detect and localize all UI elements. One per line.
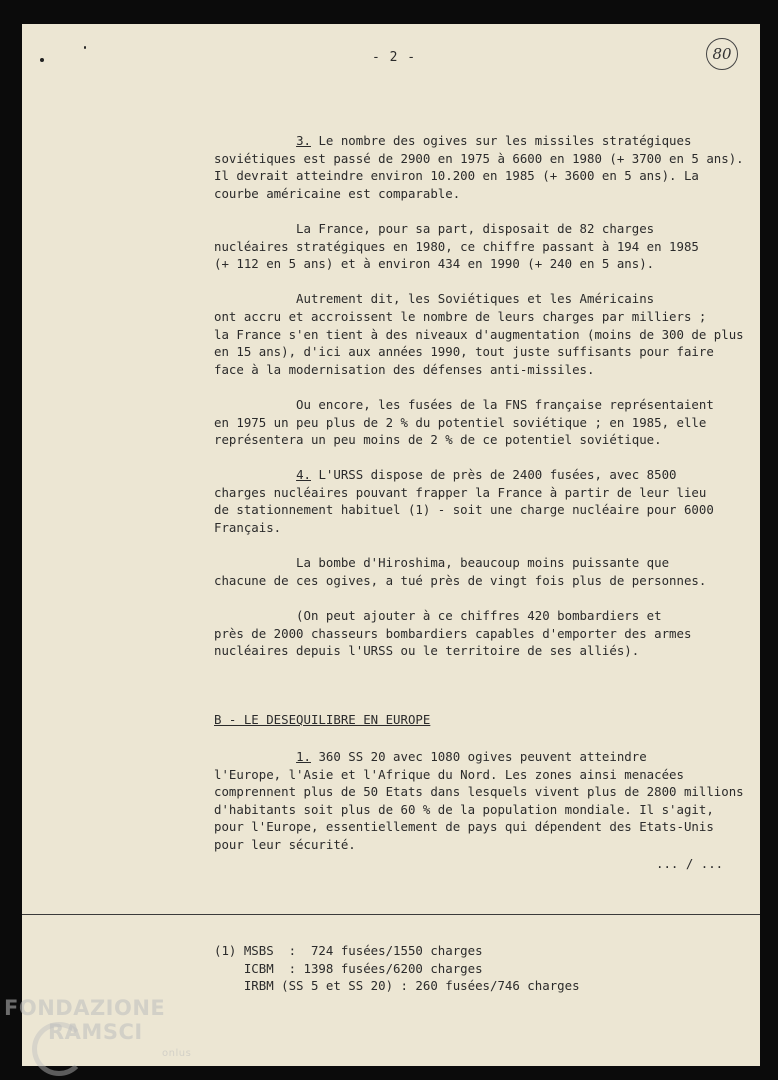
text-line: pour l'Europe, essentiellement de pays qui dépendent des Etats-Unis (214, 819, 714, 835)
footnote-line: IRBM (SS 5 et SS 20) : 260 fusées/746 charges (214, 978, 580, 994)
text-line: ont accru et accroissent le nombre de leurs charges par milliers ; (214, 308, 707, 324)
fondazione-gramsci-watermark (4, 996, 192, 1059)
gramsci-g-logo-icon (32, 1022, 86, 1076)
watermark-line-3: onlus (162, 1048, 192, 1059)
document-page (22, 24, 760, 1066)
section-b-body (214, 748, 760, 854)
section-heading: B - LE DESEQUILIBRE EN EUROPE (214, 712, 431, 727)
ink-speck (84, 46, 86, 49)
paragraph-fns (214, 396, 760, 449)
text-line: en 15 ans), d'ici aux années 1990, tout juste suffisants pour faire (214, 344, 714, 360)
text-line: Français. (214, 520, 282, 536)
paragraph-ogives (214, 132, 760, 202)
footnote (214, 942, 580, 995)
text-line: 1. 360 SS 20 avec 1080 ogives peuvent atteindre (296, 749, 647, 764)
text-line: représentera un peu moins de 2 % de ce potentiel soviétique. (214, 432, 662, 448)
text-line: pour leur sécurité. (214, 836, 356, 852)
watermark-line-1: FONDAZIONE (4, 996, 166, 1020)
text-line: (+ 112 en 5 ans) et à environ 434 en 1990 (+ 240 en 5 ans). (214, 256, 655, 272)
text-line: La bombe d'Hiroshima, beaucoup moins puissante que (214, 555, 670, 571)
text-line: 3. Le nombre des ogives sur les missiles stratégiques (296, 133, 692, 148)
paragraph-ss20 (214, 748, 760, 854)
paragraph-france-charges (214, 220, 760, 273)
text-line: de stationnement habituel (1) - soit une charge nucléaire pour 6000 (214, 502, 714, 518)
text-line: la France s'en tient à des niveaux d'augmentation (moins de 300 de plus (214, 326, 744, 342)
text-line: soviétiques est passé de 2900 en 1975 à 6600 en 1980 (+ 3700 en 5 ans). (214, 150, 744, 166)
text-line: chacune de ces ogives, a tué près de vingt fois plus de personnes. (214, 572, 707, 588)
text-line: (On peut ajouter à ce chiffres 420 bombardiers et (214, 608, 662, 624)
paragraph-autrement-dit (214, 290, 760, 378)
text-line: l'Europe, l'Asie et l'Afrique du Nord. Les zones ainsi menacées (214, 766, 684, 782)
text-line: près de 2000 chasseurs bombardiers capables d'emporter des armes (214, 625, 692, 641)
footnote-line: (1) MSBS : 724 fusées/1550 charges (214, 943, 483, 958)
text-line: nucléaires stratégiques en 1980, ce chiffre passant à 194 en 1985 (214, 238, 699, 254)
text-line: 4. L'URSS dispose de près de 2400 fusées, avec 8500 (296, 467, 677, 483)
page-number: - 2 - (372, 50, 417, 65)
text-line: d'habitants soit plus de 60 % de la population mondiale. Il s'agit, (214, 801, 714, 817)
text-line: comprennent plus de 50 Etats dans lesquels vivent plus de 2800 millions (214, 784, 744, 800)
text-line: charges nucléaires pouvant frapper la France à partir de leur lieu (214, 484, 707, 500)
text-line: Ou encore, les fusées de la FNS française représentaient (214, 396, 714, 412)
watermark-line-2: RAMSCI (48, 1020, 143, 1044)
continuation-marker: ... / ... (656, 856, 724, 871)
paragraph-hiroshima (214, 554, 760, 589)
footnote-line: ICBM : 1398 fusées/6200 charges (214, 960, 483, 976)
section-a-body (214, 132, 760, 660)
text-line: face à la modernisation des défenses anti-missiles. (214, 361, 595, 377)
ink-speck (40, 58, 44, 62)
text-line: Autrement dit, les Soviétiques et les Américains (214, 291, 655, 307)
text-line: en 1975 un peu plus de 2 % du potentiel soviétique ; en 1985, elle (214, 414, 707, 430)
archive-number-stamp: 80 (706, 38, 738, 70)
text-line: Il devrait atteindre environ 10.200 en 1985 (+ 3600 en 5 ans). La (214, 168, 699, 184)
footnote-divider (22, 914, 760, 915)
text-line: La France, pour sa part, disposait de 82 charges (214, 220, 655, 236)
text-line: nucléaires depuis l'URSS ou le territoire de ses alliés). (214, 643, 640, 659)
paragraph-urss-fusees (214, 466, 760, 536)
text-line: courbe américaine est comparable. (214, 185, 461, 201)
paragraph-bombardiers (214, 607, 760, 660)
